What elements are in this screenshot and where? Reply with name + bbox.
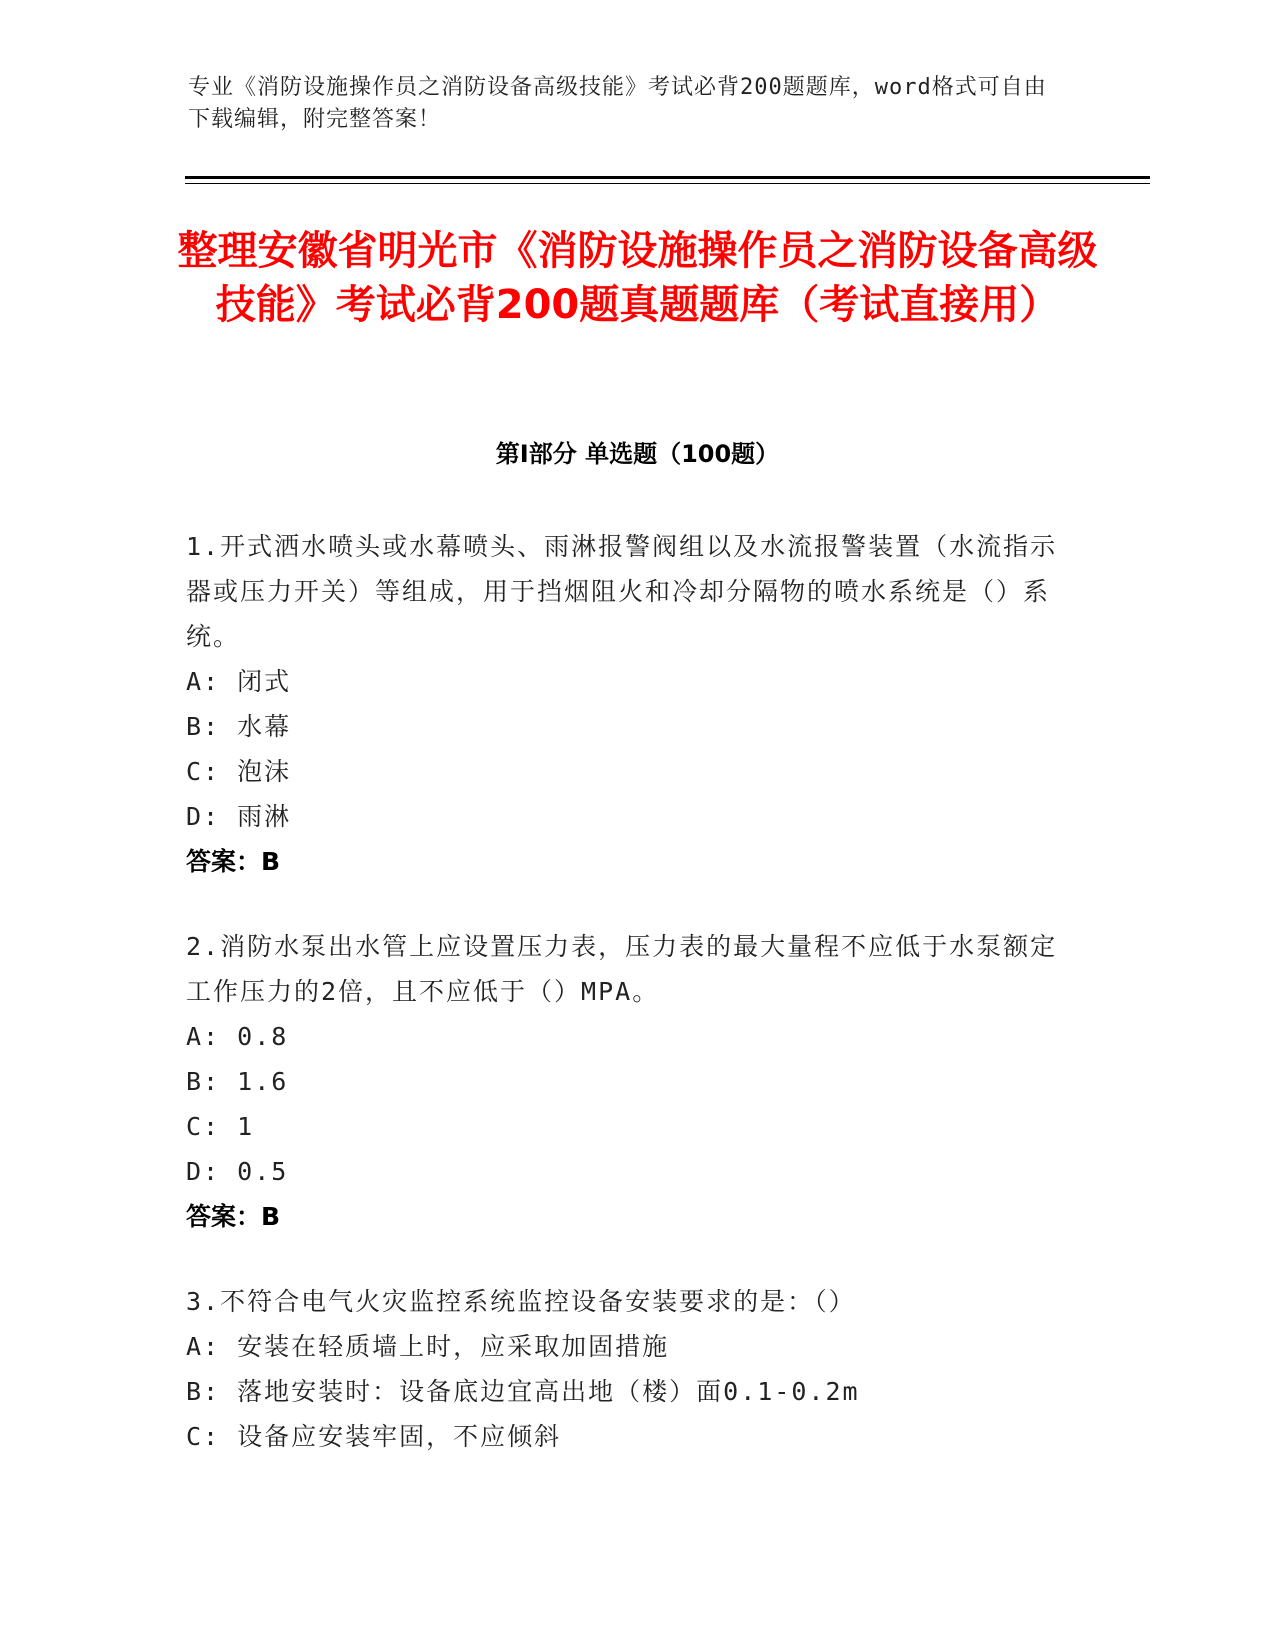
question-3 [186, 1279, 1066, 1459]
option-c: C: 1 [186, 1112, 255, 1141]
header-divider-thin [185, 183, 1150, 184]
answer-text: 答案：B [186, 847, 281, 876]
answer-text: 答案：B [186, 1202, 281, 1231]
option-b: B: 落地安装时：设备底边宜高出地（楼）面0.1-0.2m [186, 1377, 860, 1406]
option-c: C: 设备应安装牢固，不应倾斜 [186, 1422, 562, 1451]
header-note: 专业《消防设施操作员之消防设备高级技能》考试必背200题题库，word格式可自由下载编辑，附完整答案！ [188, 75, 1047, 132]
question-2 [186, 924, 1066, 1239]
option-b: B: 水幕 [186, 712, 292, 741]
option-d: D: 0.5 [186, 1157, 289, 1186]
question-stem: 3.不符合电气火灾监控系统监控设备安装要求的是：（） [186, 1287, 856, 1316]
option-a: A: 安装在轻质墙上时，应采取加固措施 [186, 1332, 670, 1361]
option-b: B: 1.6 [186, 1067, 289, 1096]
option-a: A: 闭式 [186, 667, 292, 696]
option-a: A: 0.8 [186, 1022, 289, 1051]
question-stem: 2.消防水泵出水管上应设置压力表，压力表的最大量程不应低于水泵额定工作压力的2倍，且不应低于（）MPA。 [186, 932, 1058, 1006]
question-stem: 1.开式洒水喷头或水幕喷头、雨淋报警阀组以及水流报警装置（水流指示器或压力开关）等组成，用于挡烟阻火和冷却分隔物的喷水系统是（）系统。 [186, 532, 1058, 651]
option-c: C: 泡沫 [186, 757, 292, 786]
header-divider-thick [185, 176, 1150, 179]
question-list [186, 524, 1066, 1499]
document-title: 整理安徽省明光市《消防设施操作员之消防设备高级技能》考试必背200题真题题库（考试直接用） [177, 228, 1098, 328]
option-d: D: 雨淋 [186, 802, 292, 831]
question-1 [186, 524, 1066, 884]
section-title: 第I部分 单选题（100题） [495, 440, 780, 468]
